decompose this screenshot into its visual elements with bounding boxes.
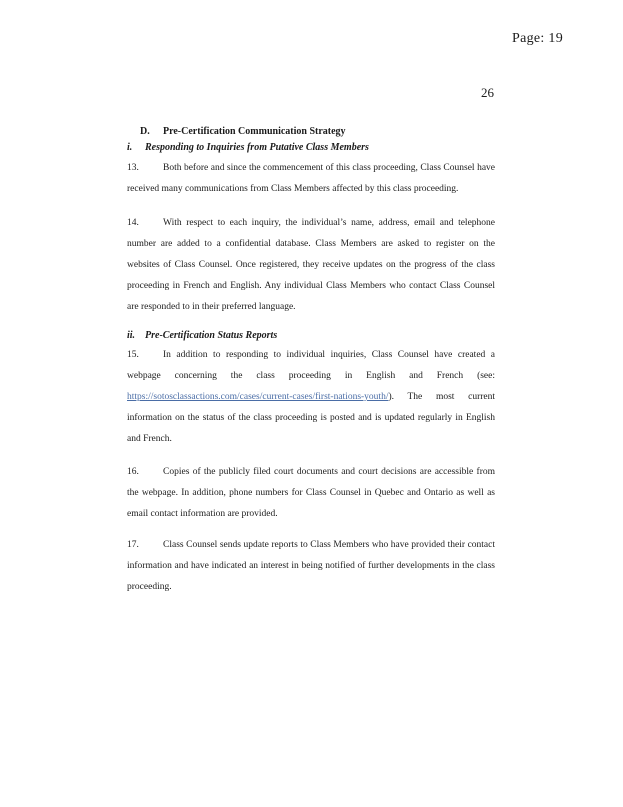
paragraph-15-number: 15. (127, 350, 139, 360)
document-body (127, 124, 495, 598)
section-heading-d (127, 124, 495, 140)
paragraph-13 (127, 158, 495, 200)
paragraph-17 (127, 535, 495, 598)
page-number: 26 (481, 85, 494, 100)
paragraph-13-number: 13. (127, 163, 139, 173)
paragraph-15-text-before: In addition to responding to individual inquiries, Class Counsel have created a webpage concerning the class proceeding in English and French (see: (127, 350, 495, 381)
paragraph-17-text: Class Counsel sends update reports to Class Members who have provided their contact information and have indicated an interest in being notified of further developments in the class proceeding. (127, 540, 495, 592)
page-header-label: Page: 19 (512, 31, 564, 46)
paragraph-14 (127, 213, 495, 318)
paragraph-16-number: 16. (127, 467, 139, 477)
paragraph-14-text: With respect to each inquiry, the individual’s name, address, email and telephone number are added to a confidential database. Class Members are asked to register on the websites of Class Counsel. Once registered, they receive updates on the progress of the class proceeding in French and English. Any individual Class Members who contact Class Counsel are responded to in their preferred language. (127, 218, 495, 312)
subsection-heading-i-number: i. (127, 142, 133, 153)
webpage-hyperlink[interactable]: https://sotosclassactions.com/cases/current-cases/first-nations-youth/ (127, 392, 389, 402)
subsection-heading-ii (127, 328, 495, 344)
paragraph-16 (127, 462, 495, 525)
paragraph-14-number: 14. (127, 218, 139, 228)
subsection-heading-ii-number: ii. (127, 330, 136, 341)
paragraph-15 (127, 345, 495, 450)
subsection-heading-ii-title: Pre-Certification Status Reports (145, 330, 278, 341)
paragraph-13-text: Both before and since the commencement of this class proceeding, Class Counsel have received many communications from Class Members affected by this class proceeding. (127, 163, 495, 194)
paragraph-16-text: Copies of the publicly filed court documents and court decisions are accessible from the webpage. In addition, phone numbers for Class Counsel in Quebec and Ontario as well as email contact information are provided. (127, 467, 495, 519)
subsection-heading-i (127, 140, 495, 156)
section-heading-d-number: D. (140, 126, 150, 137)
paragraph-17-number: 17. (127, 540, 139, 550)
section-heading-d-title: Pre-Certification Communication Strategy (163, 126, 346, 137)
subsection-heading-i-title: Responding to Inquiries from Putative Class Members (145, 142, 369, 153)
paragraph-15-text-after: ). The most current information on the status of the class proceeding is posted and is updated regularly in English and French. (127, 392, 495, 444)
